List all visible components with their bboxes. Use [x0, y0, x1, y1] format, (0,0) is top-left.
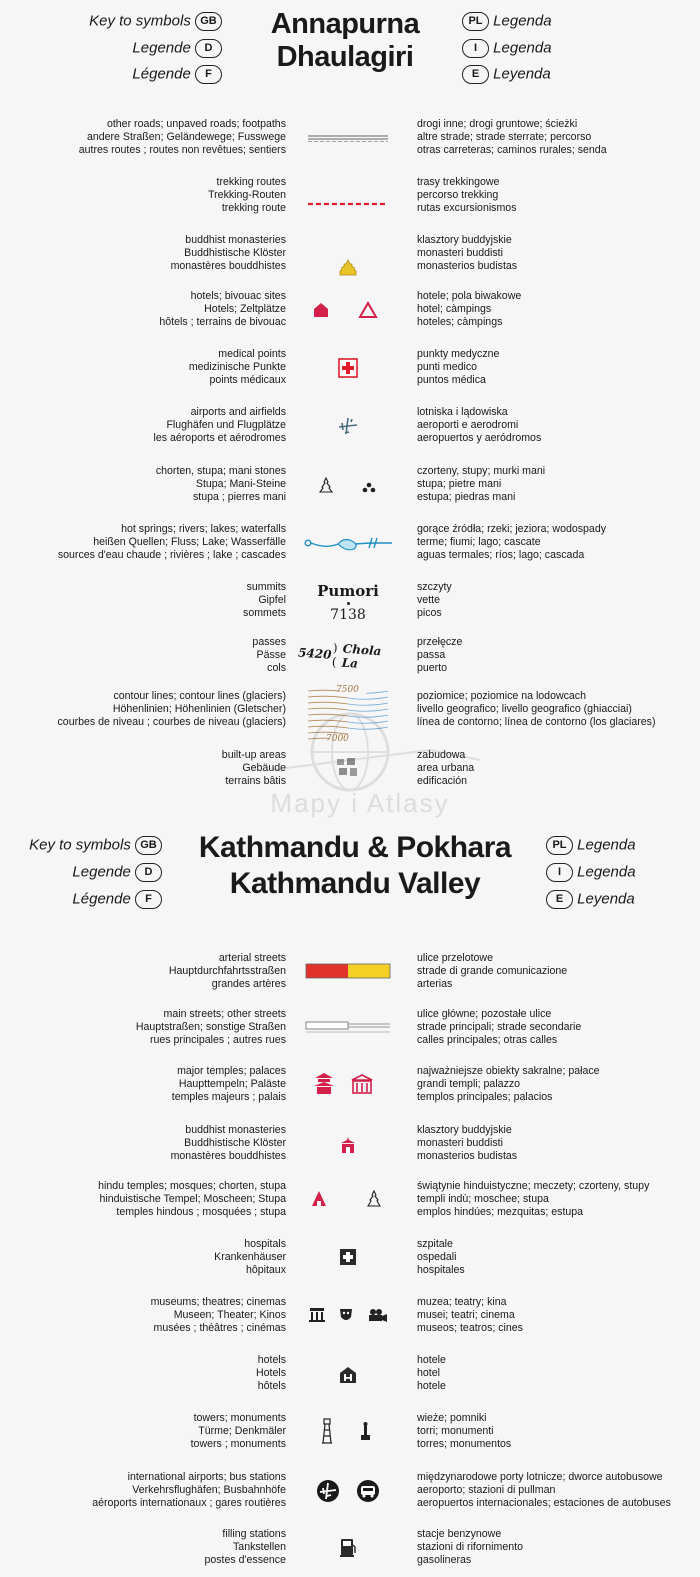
legend-text-line: grandi templi; palazzo — [417, 1078, 521, 1090]
language-badge: E — [462, 65, 489, 84]
legend-text-line: temples hindous ; mosquées ; stupa — [116, 1206, 286, 1218]
legend-text-line: monastères bouddhistes — [170, 260, 286, 272]
legend-right-text — [417, 1180, 649, 1219]
legend-text-line: puntos médica — [417, 374, 486, 386]
legend-left-text — [252, 636, 286, 675]
legend-text-line: Buddhistische Klöster — [184, 1137, 286, 1149]
legend-text-line: międzynarodowe porty lotnicze; dworce autobusowe — [417, 1471, 663, 1483]
key-right-pl — [546, 836, 636, 855]
legend-text-line: wieże; pomniki — [417, 1412, 487, 1424]
legend-left-text — [189, 348, 286, 387]
legend-left-text — [92, 1471, 286, 1510]
legend-left-text — [208, 176, 286, 215]
legend-text-line: muzea; teatry; kina — [417, 1296, 507, 1308]
summit-dot-icon — [347, 602, 350, 605]
pass-symbol-icon: )( — [331, 640, 339, 670]
legend-left-text — [58, 690, 287, 729]
legend-left-text — [222, 749, 286, 788]
key-left-f — [132, 65, 222, 84]
mosque-icon — [342, 1192, 349, 1206]
key-label: Legende — [132, 39, 191, 57]
contour-label-top: 7500 — [336, 685, 359, 695]
legend-text-line: picos — [417, 607, 442, 619]
legend-text-line: hôtels ; terrains de bivouac — [159, 316, 286, 328]
language-badge: D — [195, 39, 222, 58]
legend-text-line: línea de contorno; línea de contorno (los glaciares) — [417, 716, 656, 728]
legend-text-line: sommets — [243, 607, 286, 619]
chorten-icon — [298, 475, 398, 495]
legend-text-line: Gebäude — [242, 762, 286, 774]
legend-text-line: poziomice; poziomice na lodowcach — [417, 690, 586, 702]
legend-text-line: aguas termales; ríos; lago; cascada — [417, 549, 585, 561]
legend-text-line: percorso trekking — [417, 189, 499, 201]
international-airport-icon — [317, 1480, 339, 1502]
legend-right-text — [417, 465, 545, 504]
legend-text-line: Tankstellen — [233, 1541, 286, 1553]
legend-right-text — [417, 1471, 671, 1510]
legend-text-line: Hotels — [255, 1367, 286, 1379]
legend-text-line: vette — [417, 594, 440, 606]
mani-stone-icon — [367, 483, 372, 488]
legend-text-line: hotel; càmpings — [417, 303, 492, 315]
legend-text-line: medizinische Punkte — [188, 361, 286, 373]
legend-text-line: Stupa; Mani-Steine — [195, 478, 286, 490]
legend-left-text — [172, 1065, 286, 1104]
legend-text-line: monastères bouddhistes — [170, 1150, 286, 1162]
tower-monument-icon — [298, 1416, 398, 1446]
legend-text-line: cols — [267, 662, 286, 674]
language-badge: I — [546, 863, 573, 882]
summit-name: Pumori — [317, 582, 379, 600]
legend-text-line: hinduistische Tempel; Moscheen; Stupa — [99, 1193, 286, 1205]
legend-text-line: hotels — [257, 1354, 286, 1366]
title-line: Dhaulagiri — [276, 41, 414, 73]
legend-text-line: points médicaux — [209, 374, 286, 386]
pass-height: 5420 — [297, 645, 332, 662]
hotel-bivouac-icon — [298, 301, 398, 319]
language-badge: GB — [195, 12, 222, 31]
legend-right-text — [417, 523, 606, 562]
legend-text-line: les aéroports et aérodromes — [153, 432, 286, 444]
legend-right-text — [417, 1065, 600, 1104]
built-up-icon — [298, 755, 398, 781]
stupa-icon — [320, 478, 332, 492]
legend-text-line: aéroports internationaux ; gares routières — [92, 1497, 286, 1509]
legend-text-line: hotele — [417, 1380, 446, 1392]
legend-text-line: szczyty — [417, 581, 452, 593]
legend-text-line: aeropuertos internacionales; estaciones de autobuses — [417, 1497, 671, 1509]
airport-icon — [298, 415, 398, 437]
legend-left-text — [243, 581, 286, 620]
legend-left-text — [154, 406, 287, 445]
legend-text-line: musées ; théâtres ; cinémas — [153, 1322, 286, 1334]
legend-right-text — [417, 1124, 517, 1163]
legend-text-line: main streets; other streets — [163, 1008, 286, 1020]
legend-text-line: aeropuertos y aeródromos — [417, 432, 542, 444]
key-left-f — [72, 890, 162, 909]
watermark-text: Mapy i Atlasy — [270, 788, 450, 818]
city-monastery-icon — [298, 1134, 398, 1156]
legend-text-line: trekking routes — [216, 176, 286, 188]
legend-text-line: airports and airfields — [190, 406, 286, 418]
trekking-route-icon — [298, 196, 398, 212]
key-right-i — [462, 39, 552, 58]
legend-text-line: other roads; unpaved roads; footpaths — [106, 118, 286, 130]
legend-right-text — [417, 1528, 523, 1567]
language-badge: I — [462, 39, 489, 58]
legend-text-line: hôpitaux — [245, 1264, 286, 1276]
key-left-d — [132, 39, 222, 58]
lake-icon — [338, 540, 356, 550]
legend-text-line: hotel — [417, 1367, 440, 1379]
legend-left-text — [191, 1412, 286, 1451]
bus-station-icon — [357, 1480, 379, 1502]
key-right-pl — [462, 12, 552, 31]
legend-text-line: altre strade; strade sterrate; percorso — [417, 131, 592, 143]
legend-right-text — [417, 348, 499, 387]
legend-text-line: estupa; piedras mani — [417, 491, 516, 503]
legend-text-line: najważniejsze obiekty sakralne; pałace — [417, 1065, 600, 1077]
legend-text-line: klasztory buddyjskie — [417, 1124, 512, 1136]
key-right-e — [462, 65, 551, 84]
pass-name: Chola La — [341, 641, 382, 671]
legend-text-line: świątynie hinduistyczne; meczety; czorteny, stupy — [417, 1180, 650, 1192]
legend-right-text — [417, 581, 452, 620]
legend-right-text — [417, 749, 474, 788]
legend-left-text — [151, 1296, 286, 1335]
theatre-icon — [340, 1309, 352, 1320]
key-right-e — [546, 890, 635, 909]
legend-text-line: arterial streets — [218, 952, 286, 964]
legend-text-line: Türme; Denkmäler — [198, 1425, 286, 1437]
legend-text-line: buddhist monasteries — [185, 1124, 286, 1136]
legend-text-line: lotniska i lądowiska — [417, 406, 508, 418]
legend-text-line: Buddhistische Klöster — [184, 247, 286, 259]
legend-text-line: Museen; Theater; Kinos — [173, 1309, 286, 1321]
legend-right-text — [417, 118, 607, 157]
legend-text-line: terrains bâtis — [225, 775, 286, 787]
legend-left-text — [171, 1124, 286, 1163]
key-label: Key to symbols — [29, 836, 131, 854]
legend-text-line: Hotels; Zeltplätze — [204, 303, 286, 315]
legend-text-line: hoteles; càmpings — [417, 316, 503, 328]
cinema-icon — [369, 1309, 387, 1322]
language-badge: PL — [462, 12, 489, 31]
legend-text-line: hotele — [417, 1354, 446, 1366]
legend-text-line: built-up areas — [221, 749, 286, 761]
legend-text-line: towers; monuments — [193, 1412, 286, 1424]
legend-text-line: stupa ; pierres mani — [192, 491, 286, 503]
contour-label-bottom: 7000 — [326, 734, 349, 744]
key-label: Leyenda — [493, 65, 551, 83]
legend-text-line: punti medico — [417, 361, 478, 373]
legend-text-line: major temples; palaces — [177, 1065, 286, 1077]
major-temple-icon — [314, 1073, 334, 1094]
legend-left-text — [171, 234, 286, 273]
museum-icon — [309, 1308, 325, 1322]
legend-text-line: klasztory buddyjskie — [417, 234, 512, 246]
legend-text-line: monasterios budistas — [417, 1150, 518, 1162]
hospital-icon — [298, 1246, 398, 1268]
key-label: Legenda — [493, 39, 552, 57]
legend-text-line: trasy trekkingowe — [417, 176, 500, 188]
legend-text-line: hotels; bivouac sites — [190, 290, 286, 302]
legend-text-line: Flughäfen und Flugplätze — [166, 419, 286, 431]
legend-text-line: templi indù; moschee; stupa — [417, 1193, 549, 1205]
legend-text-line: aeroporto; stazioni di pullman — [417, 1484, 556, 1496]
legend-text-line: stupa; pietre mani — [417, 478, 502, 490]
airport-bus-icon — [298, 1477, 398, 1505]
legend-text-line: gorące źródła; rzeki; jeziora; wodospady — [417, 523, 607, 535]
monastery-icon — [298, 258, 398, 278]
arterial-street-icon — [298, 960, 398, 982]
legend-text-line: hospitales — [417, 1264, 465, 1276]
legend-text-line: emplos hindúes; mezquitas; estupa — [417, 1206, 584, 1218]
legend-right-text — [417, 290, 521, 329]
museum-theatre-cinema-icon — [298, 1304, 398, 1326]
legend-text-line: passa — [417, 649, 446, 661]
other-roads-icon — [298, 130, 398, 146]
hotel-house-icon — [314, 303, 328, 317]
legend-right-text — [417, 1354, 446, 1393]
legend-text-line: museos; teatros; cines — [417, 1322, 523, 1334]
legend-text-line: monasteri buddisti — [417, 247, 503, 259]
legend-text-line: museums; theatres; cinemas — [150, 1296, 286, 1308]
main-streets-icon — [298, 1016, 398, 1038]
legend-text-line: grandes artères — [211, 978, 286, 990]
legend-text-line: Verkehrsflughäfen; Busbahnhöfe — [132, 1484, 286, 1496]
legend-text-line: postes d'essence — [204, 1554, 286, 1566]
legend-text-line: summits — [246, 581, 286, 593]
legend-text-line: andere Straßen; Geländewege; Fusswege — [86, 131, 286, 143]
tower-icon — [322, 1419, 332, 1443]
legend-text-line: monasteri buddisti — [417, 1137, 503, 1149]
language-badge: GB — [135, 836, 162, 855]
legend-right-text — [417, 1008, 581, 1047]
legend-text-line: Pässe — [256, 649, 286, 661]
legend-text-line: ulice główne; pozostałe ulice — [417, 1008, 552, 1020]
legend-text-line: Gipfel — [258, 594, 286, 606]
monument-icon — [361, 1422, 370, 1440]
legend-text-line: terme; fiumi; lago; cascate — [417, 536, 541, 548]
legend-text-line: punkty medyczne — [417, 348, 500, 360]
key-label: Legenda — [493, 12, 552, 30]
temple-palace-icon — [298, 1071, 398, 1097]
legend-right-text — [417, 636, 462, 675]
legend-right-text — [417, 176, 517, 215]
legend-left-text — [79, 118, 286, 157]
legend-text-line: zabudowa — [417, 749, 466, 761]
key-label: Legenda — [577, 863, 636, 881]
legend-text-line: hôtels — [257, 1380, 286, 1392]
legend-text-line: drogi inne; drogi gruntowe; ścieżki — [417, 118, 578, 130]
legend-text-line: strade di grande comunicazione — [417, 965, 568, 977]
legend-left-text — [204, 1528, 286, 1567]
legend-left-text — [156, 465, 286, 504]
legend-text-line: arterias — [417, 978, 453, 990]
legend-text-line: Höhenlinien; Höhenlinien (Gletscher) — [112, 703, 286, 715]
legend-text-line: Hauptdurchfahrtsstraßen — [168, 965, 286, 977]
legend-text-line: contour lines; contour lines (glaciers) — [113, 690, 286, 702]
legend-left-text — [256, 1354, 286, 1393]
key-label: Légende — [72, 890, 131, 908]
legend-text-line: Trekking-Routen — [208, 189, 286, 201]
hotel-icon — [298, 1364, 398, 1386]
legend-text-line: hindu temples; mosques; chorten, stupa — [98, 1180, 286, 1192]
legend-text-line: calles principales; otras calles — [417, 1034, 558, 1046]
legend-text-line: ulice przelotowe — [417, 952, 493, 964]
legend-right-text — [417, 406, 541, 445]
legend-text-line: Haupttempeln; Paläste — [178, 1078, 286, 1090]
legend-text-line: aeroporti e aerodromi — [417, 419, 519, 431]
legend-text-line: przełęcze — [417, 636, 463, 648]
legend-text-line: rutas excursionismos — [417, 202, 517, 214]
legend-text-line: hospitals — [244, 1238, 286, 1250]
legend-text-line: temples majeurs ; palais — [171, 1091, 286, 1103]
hot-spring-icon — [305, 540, 311, 546]
medical-icon — [298, 357, 398, 379]
legend-text-line: szpitale — [417, 1238, 453, 1250]
legend-text-line: strade principali; strade secondarie — [417, 1021, 582, 1033]
legend-text-line: courbes de niveau ; courbes de niveau (glaciers) — [57, 716, 286, 728]
legend-text-line: Hauptstraßen; sonstige Straßen — [135, 1021, 286, 1033]
title-line: Kathmandu & Pokhara — [198, 831, 512, 864]
pass-icon — [297, 641, 398, 672]
legend-text-line: livello geografico; livello geografico (ghiacciai) — [417, 703, 632, 715]
legend-left-text — [214, 1238, 286, 1277]
key-right-i — [546, 863, 636, 882]
summit-icon — [298, 580, 398, 626]
stupa-icon — [368, 1191, 380, 1206]
legend-left-text — [58, 523, 286, 562]
key-label: Legende — [72, 863, 131, 881]
key-label: Légende — [132, 65, 191, 83]
language-badge: PL — [546, 836, 573, 855]
language-badge: D — [135, 863, 162, 882]
legend-text-line: hot springs; rivers; lakes; waterfalls — [121, 523, 286, 535]
legend-right-text — [417, 234, 517, 273]
legend-right-text — [417, 1296, 523, 1335]
bivouac-tent-icon — [360, 303, 376, 317]
legend-text-line: heißen Quellen; Fluss; Lake; Wasserfälle — [93, 536, 286, 548]
key-left-d — [72, 863, 162, 882]
legend-text-line: ospedali — [417, 1251, 457, 1263]
legend-text-line: Krankenhäuser — [214, 1251, 286, 1263]
legend-text-line: torri; monumenti — [417, 1425, 494, 1437]
legend-left-text — [159, 290, 286, 329]
water-icon — [298, 531, 398, 555]
summit-height: 7138 — [330, 607, 366, 623]
legend-text-line: trekking route — [221, 202, 286, 214]
legend-text-line: czorteny, stupy; murki mani — [417, 465, 546, 477]
legend-left-text — [136, 1008, 286, 1047]
legend-left-text — [98, 1180, 286, 1219]
legend-right-text — [417, 690, 656, 729]
legend-text-line: sources d'eau chaude ; rivières ; lake ; cascades — [57, 549, 286, 561]
language-badge: E — [546, 890, 573, 909]
legend-text-line: filling stations — [222, 1528, 286, 1540]
legend-text-line: puerto — [417, 662, 448, 674]
legend-text-line: passes — [252, 636, 286, 648]
language-badge: F — [195, 65, 222, 84]
legend-text-line: hotele; pola biwakowe — [417, 290, 522, 302]
key-label: Legenda — [577, 836, 636, 854]
legend-text-line: monasterios budistas — [417, 260, 518, 272]
key-label: Leyenda — [577, 890, 635, 908]
legend-text-line: medical points — [218, 348, 286, 360]
legend-text-line: buddhist monasteries — [185, 234, 286, 246]
legend-text-line: otras carreteras; caminos rurales; senda — [417, 144, 607, 156]
filling-station-icon — [298, 1536, 398, 1560]
river-icon — [311, 543, 338, 546]
legend-text-line: chorten, stupa; mani stones — [155, 465, 286, 477]
key-label: Key to symbols — [89, 12, 191, 30]
legend-text-line: templos principales; palacios — [417, 1091, 553, 1103]
legend-left-text — [169, 952, 286, 991]
hindu-mosque-stupa-icon — [298, 1188, 398, 1210]
key-left-gb — [89, 12, 222, 31]
legend-text-line: torres; monumentos — [417, 1438, 512, 1450]
legend-text-line: area urbana — [417, 762, 475, 774]
key-left-gb — [29, 836, 162, 855]
legend-text-line: stacje benzynowe — [417, 1528, 502, 1540]
legend-right-text — [417, 1412, 511, 1451]
section1-title — [240, 8, 450, 74]
legend-text-line: international airports; bus stations — [127, 1471, 286, 1483]
legend-right-text — [417, 1238, 465, 1277]
section2-title — [185, 830, 525, 902]
legend-right-text — [417, 952, 567, 991]
legend-text-line: edificación — [417, 775, 468, 787]
legend-text-line: musei; teatri; cinema — [417, 1309, 515, 1321]
palace-icon — [352, 1075, 372, 1093]
title-line: Annapurna — [270, 8, 420, 40]
language-badge: F — [135, 890, 162, 909]
title-line: Kathmandu Valley — [229, 867, 481, 900]
legend-text-line: gasolineras — [417, 1554, 472, 1566]
legend-text-line: towers ; monuments — [190, 1438, 286, 1450]
legend-text-line: rues principales ; autres rues — [149, 1034, 286, 1046]
legend-text-line: autres routes ; routes non revêtues; sentiers — [78, 144, 286, 156]
legend-text-line: stazioni di rifornimento — [417, 1541, 523, 1553]
contour-icon — [298, 682, 398, 748]
